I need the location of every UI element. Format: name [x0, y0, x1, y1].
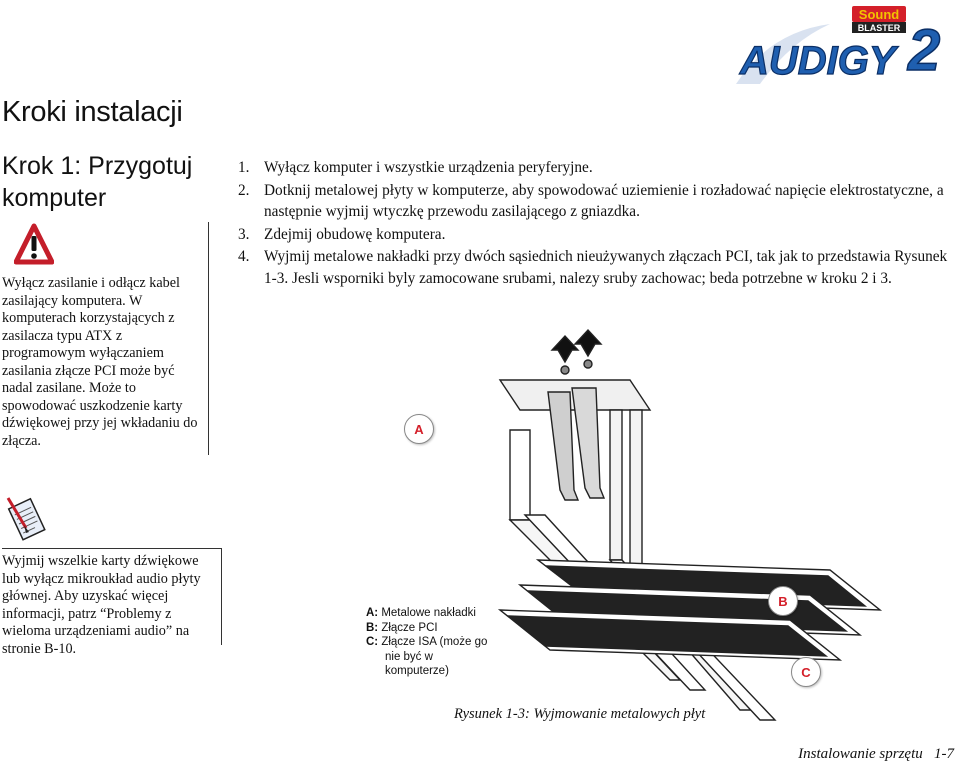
warning-triangle-icon — [14, 222, 54, 268]
step-text: Wyjmij metalowe nakładki przy dwóch sąsiednich nieużywanych złączach PCI, tak jak to przedstawia Rysunek 1-3. Jesli wsporniki byly zamocowane srubami, nalezy sruby zachowac; beda potrzebne w kroku 2 i 3. — [264, 248, 948, 287]
legend-key-a: A: — [366, 607, 379, 619]
callout-b: B — [768, 586, 798, 616]
steps-list — [238, 157, 953, 290]
step-text: Wyłącz komputer i wszystkie urządzenia peryferyjne. — [264, 159, 593, 176]
page-title: Kroki instalacji — [2, 96, 183, 128]
legend-key-c: C: — [366, 636, 379, 648]
logo-sound-text: Sound — [858, 7, 900, 22]
legend-row-b — [366, 621, 516, 636]
notepad-pen-icon — [4, 492, 50, 548]
page-footer: Instalowanie sprzętu 1-7 — [798, 746, 954, 762]
step-item — [238, 246, 953, 289]
step-number: 3. — [238, 225, 250, 243]
callout-a: A — [404, 414, 434, 444]
logo-number-text: 2 — [908, 18, 941, 83]
legend-text-b: Złącze PCI — [378, 621, 438, 634]
figure-legend — [366, 606, 516, 679]
legend-row-a — [366, 606, 516, 621]
callout-c: C — [791, 657, 821, 687]
step-text: Zdejmij obudowę komputera. — [264, 225, 446, 243]
legend-key-b: B: — [366, 621, 379, 634]
step-item — [238, 157, 953, 179]
warning-text: Wyłącz zasilanie i odłącz kabel zasilający komputera. W komputerach korzystających z zasilacza typu ATX z programowym wyłączaniem zasilania złącze PCI może być nadal zasilane. Może to spowodować uszkodzenie karty dźwiękowej przy jej wkładaniu do złącza. — [2, 275, 198, 449]
section-title: Krok 1: Przygotuj komputer — [2, 152, 193, 212]
note-text: Wyjmij wszelkie karty dźwiękowe lub wyłącz mikroukład audio płyty głównej. Aby uzyskać więcej informacji, patrz “Problemy z wieloma urządzeniami audio” na stronie B-10. — [2, 553, 201, 657]
step-number: 4. — [238, 248, 250, 265]
legend-text-c: Złącze ISA (może go — [378, 636, 488, 648]
note-divider-right — [221, 548, 222, 645]
note-divider-top — [2, 548, 222, 549]
legend-text-a: Metalowe nakładki — [378, 607, 476, 619]
expansion-slots-illustration — [500, 330, 880, 720]
figure-caption: Rysunek 1-3: Wyjmowanie metalowych płyt — [454, 706, 706, 722]
step-text: Dotknij metalowej płyty w komputerze, aby spowodować uziemienie i rozładować napięcie elektrostatyczne, a następnie wyjmij wtyczkę przewodu zasilającego z gniazdka. — [264, 181, 944, 220]
legend-text-c-line3: komputerze) — [385, 665, 449, 677]
step-item — [238, 224, 953, 246]
step-number: 2. — [238, 181, 250, 199]
step-number: 1. — [238, 159, 250, 176]
step-item — [238, 180, 953, 223]
legend-text-c-line2: nie być w — [385, 650, 433, 663]
warning-divider — [208, 222, 209, 455]
logo-blaster-text: BLASTER — [857, 23, 901, 33]
legend-row-c — [366, 635, 516, 650]
sound-blaster-audigy2-logo — [730, 2, 958, 92]
logo-audigy-text: AUDIGY — [740, 39, 896, 83]
